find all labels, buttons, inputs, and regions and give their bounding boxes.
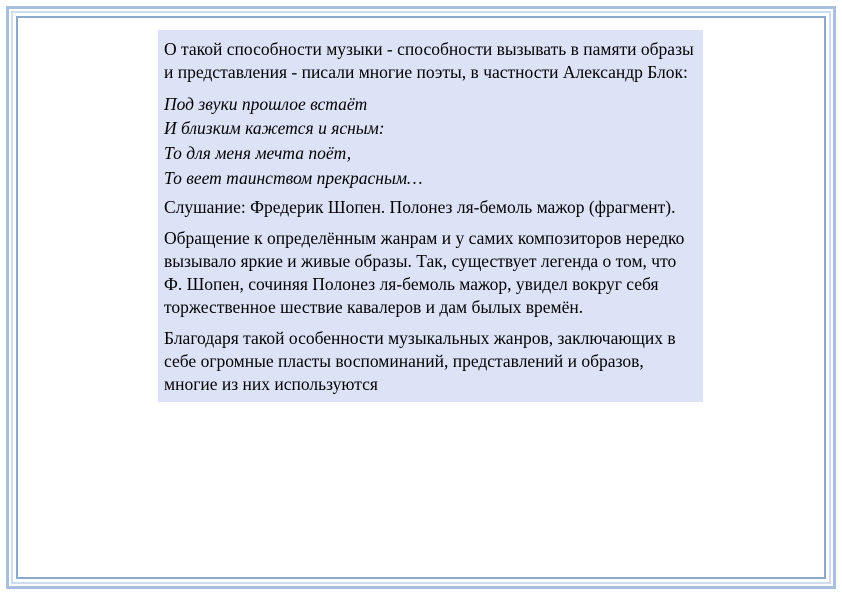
verse-line-1: Под звуки прошлое встаёт [164, 93, 368, 114]
text-content-block [158, 30, 703, 402]
verse-line-4: То веет таинством прекрасным… [164, 167, 423, 188]
verse-block [164, 93, 697, 190]
paragraph-body-1: Обращение к определённым жанрам и у самих композиторов нередко вызывало яркие и живые образы. Так, существует легенда о том, что Ф. Шопен, сочиняя Полонез ля-бемоль мажор, увидел вокруг себя торжественное шествие кавалеров и дам былых времён. [164, 228, 685, 317]
paragraph-listening: Слушание: Фредерик Шопен. Полонез ля-бемоль мажор (фрагмент). [164, 196, 676, 217]
verse-line-2: И близким кажется и ясным: [164, 118, 385, 139]
verse-line-3: То для меня мечта поёт, [164, 143, 352, 163]
paragraph-intro: О такой способности музыки - способности вызывать в памяти образы и представления - писали многие поэты, в частности Александр Блок: [164, 39, 694, 82]
paragraph-body-2: Благодаря такой особенности музыкальных жанров, заключающих в себе огромные пласты воспоминаний, представлений и образов, многие из них используются [164, 328, 676, 394]
